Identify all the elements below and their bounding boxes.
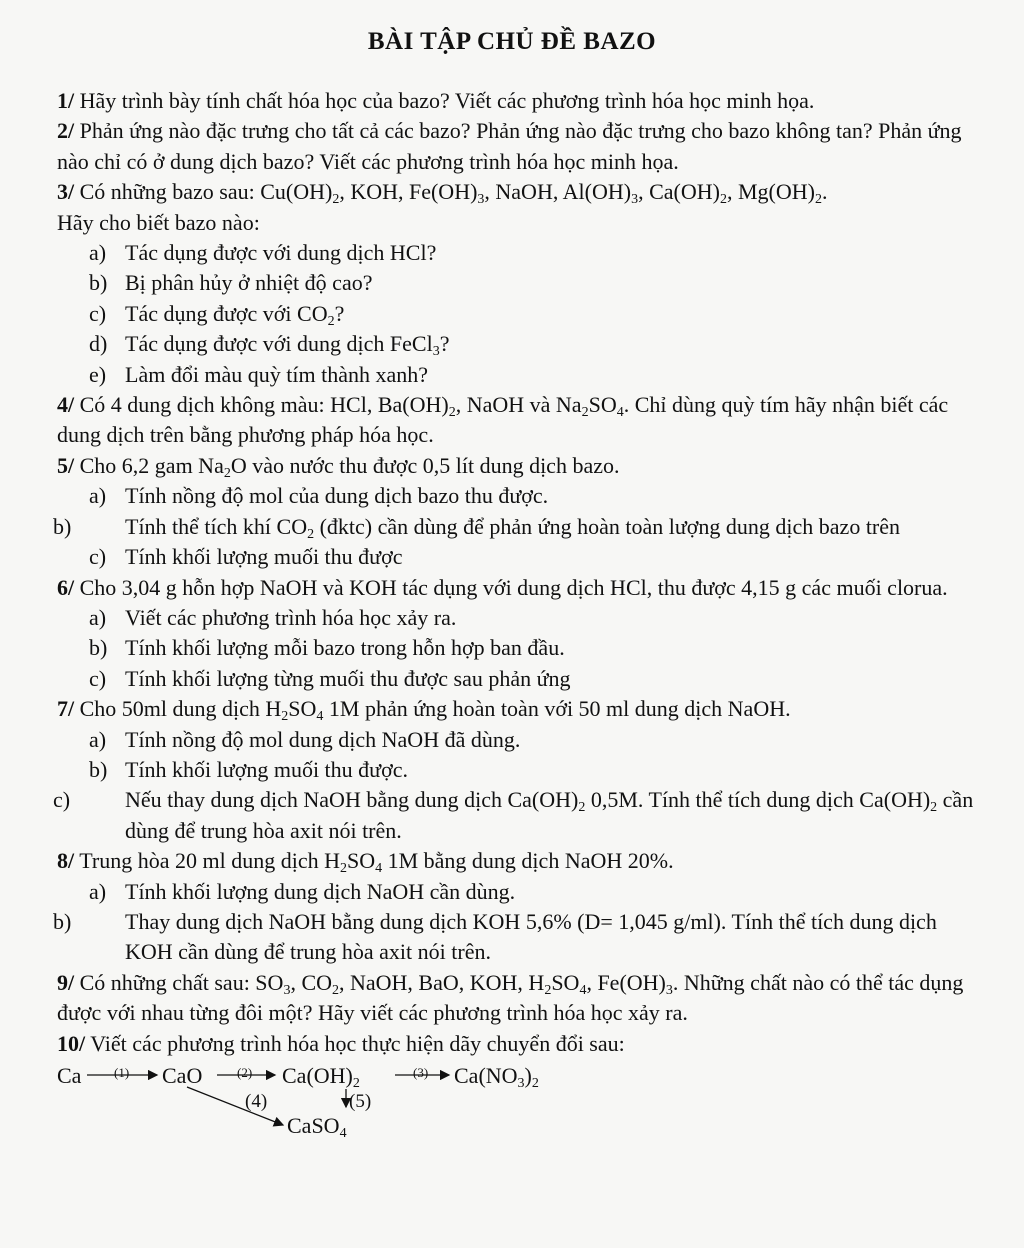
item-label: b) (53, 908, 72, 934)
question-number: 10/ (57, 1030, 86, 1056)
question-text: Có những bazo sau: (79, 179, 255, 205)
item-label: d) (89, 331, 108, 357)
subscript: 3 (631, 192, 639, 208)
formula: CaSO (287, 1113, 340, 1138)
sub-item-7a (57, 725, 987, 755)
subscript: 3 (665, 982, 673, 998)
question-6 (57, 573, 987, 603)
question-text: , Fe(OH) (586, 969, 666, 995)
subscript: 2 (352, 1076, 360, 1091)
formula: , NaOH, Al(OH) (484, 179, 632, 205)
item-text: Tính khối lượng muối thu được (125, 544, 403, 570)
item-label: b) (89, 756, 108, 782)
step-label-5: (5) (349, 1091, 372, 1112)
subscript: 2 (223, 465, 231, 481)
sub-item-8a (57, 877, 987, 907)
step-label-2: (2) (237, 1065, 253, 1080)
sub-item-7b (57, 755, 987, 785)
item-label: b) (89, 270, 108, 296)
subscript: 3 (432, 344, 440, 360)
question-3-line2: Hãy cho biết bazo nào: (57, 209, 260, 235)
formula: Cu(OH) (260, 179, 333, 205)
item-text: ? (439, 331, 450, 357)
subscript: 2 (930, 800, 938, 816)
species-ca: Ca (57, 1063, 82, 1088)
item-text: Tính nồng độ mol của dung dịch bazo thu được. (125, 483, 549, 509)
subscript: 4 (316, 709, 324, 725)
item-text: Tính khối lượng muối thu được. (125, 756, 408, 782)
question-text: SO (288, 696, 317, 722)
question-text: SO (588, 392, 617, 418)
item-text: Nếu thay dung dịch NaOH bằng dung dịch Ca(OH) (125, 787, 579, 813)
conversion-scheme (57, 1059, 987, 1139)
page-title: BÀI TẬP CHỦ ĐỀ BAZO (367, 28, 657, 55)
item-text: (đktc) cần dùng để phản ứng hoàn toàn lượng dung dịch bazo trên (314, 513, 901, 539)
item-text: ? (334, 300, 345, 326)
punctuation: . (821, 179, 828, 205)
question-text: Cho 50ml dung dịch H (79, 696, 282, 722)
formula: , Mg(OH) (726, 179, 815, 205)
species-caso4 (287, 1111, 347, 1141)
item-text: Tính khối lượng mỗi bazo trong hỗn hợp ban đầu. (125, 635, 565, 661)
subscript: 2 (531, 1076, 539, 1091)
subscript: 3 (283, 982, 291, 998)
item-text: Tác dụng được với dung dịch FeCl (125, 331, 433, 357)
subscript: 2 (332, 982, 339, 998)
question-text: 1M bằng dung dịch NaOH 20%. (382, 848, 674, 874)
item-text: Làm đổi màu quỳ tím thành xanh? (125, 361, 429, 387)
item-label: c) (89, 544, 107, 570)
step-label-1: (1) (114, 1065, 130, 1080)
species-cano32 (454, 1061, 539, 1091)
question-2 (57, 116, 987, 177)
sub-item-3b (57, 268, 987, 298)
item-text: Thay dung dịch NaOH bằng dung dịch KOH 5,6% (D= 1,045 g/ml). Tính thể tích dung dịch KOH cần dùng để trung hòa axit nói trên. (125, 908, 937, 965)
formula: Ca(NO (454, 1063, 518, 1088)
question-number: 8/ (57, 848, 75, 874)
item-text: cần dùng để trung hòa axit nói trên. (125, 787, 974, 843)
step-label-3: (3) (413, 1065, 429, 1080)
sub-item-8b (53, 907, 987, 968)
question-text: Trung hòa 20 ml dung dịch H (79, 848, 340, 874)
question-4 (57, 390, 987, 451)
subscript: 2 (814, 192, 822, 208)
item-text: 0,5M. Tính thể tích dung dịch Ca(OH) (585, 787, 931, 813)
sub-item-6b (57, 633, 987, 663)
question-text: , NaOH và Na (455, 392, 582, 418)
sub-item-3e (57, 360, 987, 390)
sub-item-5b (53, 512, 987, 542)
question-9 (57, 968, 987, 1029)
question-text: Cho 6,2 gam Na (79, 452, 224, 478)
item-text: Viết các phương trình hóa học xảy ra. (125, 604, 457, 630)
question-number: 5/ (57, 452, 75, 478)
subscript: 4 (616, 405, 624, 421)
question-text: Có những chất sau: SO (79, 969, 284, 995)
subscript: 2 (307, 526, 315, 542)
subscript: 2 (581, 405, 589, 421)
question-number: 6/ (57, 574, 75, 600)
question-8 (57, 846, 987, 876)
arrow-4 (187, 1087, 283, 1125)
formula: ) (524, 1063, 532, 1088)
sub-item-6a (57, 603, 987, 633)
question-5 (57, 451, 987, 481)
item-label: a) (89, 483, 107, 509)
question-text: Cho 3,04 g hỗn hợp NaOH và KOH tác dụng với dung dịch HCl, thu được 4,15 g các muối clorua. (79, 574, 948, 600)
subscript: 4 (579, 982, 587, 998)
subscript: 3 (517, 1076, 525, 1091)
subscript: 4 (375, 861, 383, 877)
subscript: 2 (448, 405, 456, 421)
item-label: e) (89, 361, 107, 387)
item-label: c) (53, 787, 71, 813)
sub-item-3a (57, 238, 987, 268)
species-cao: CaO (162, 1063, 203, 1088)
question-number: 3/ (57, 179, 75, 205)
item-label: b) (53, 513, 72, 539)
question-number: 1/ (57, 88, 75, 113)
item-text: Tính khối lượng dung dịch NaOH cần dùng. (125, 878, 516, 904)
sub-item-6c (57, 664, 987, 694)
sub-item-3c (57, 299, 987, 329)
question-text: Viết các phương trình hóa học thực hiện dãy chuyển đổi sau: (90, 1030, 625, 1056)
item-label: a) (89, 878, 107, 904)
item-label: a) (89, 726, 107, 752)
question-text: O vào nước thu được 0,5 lít dung dịch bazo. (230, 452, 620, 478)
formula: Ca(OH) (282, 1063, 353, 1088)
item-text: Tính nồng độ mol dung dịch NaOH đã dùng. (125, 726, 521, 752)
subscript: 2 (339, 861, 347, 877)
subscript: 2 (281, 709, 289, 725)
question-number: 9/ (57, 969, 75, 995)
item-label: b) (89, 635, 108, 661)
subscript: 2 (544, 982, 552, 998)
question-text: . Những chất nào có thể tác dụng được với nhau từng đôi một? Hãy viết các phương trình hóa học xảy ra. (57, 969, 964, 1026)
item-text: Tác dụng được với dung dịch HCl? (125, 240, 437, 266)
subscript: 2 (719, 192, 727, 208)
item-label: c) (89, 300, 107, 326)
question-text: 1M phản ứng hoàn toàn với 50 ml dung dịch NaOH. (323, 696, 791, 722)
item-label: a) (89, 604, 107, 630)
subscript: 3 (477, 192, 485, 208)
question-10 (57, 1029, 987, 1059)
question-text: . Chỉ dùng quỳ tím hãy nhận biết các dung dịch trên bằng phương pháp hóa học. (57, 392, 949, 448)
sub-item-3d (57, 329, 987, 359)
subscript: 2 (578, 800, 586, 816)
item-label: c) (89, 665, 107, 691)
subscript: 2 (332, 192, 340, 208)
exercise-list (53, 86, 987, 1141)
question-number: 4/ (57, 392, 75, 418)
item-text: Bị phân hủy ở nhiệt độ cao? (125, 270, 373, 296)
sub-item-5c (57, 542, 987, 572)
question-text: Có 4 dung dịch không màu: HCl, Ba(OH) (79, 392, 449, 418)
item-text: Tính thể tích khí CO (125, 513, 308, 539)
question-text: , CO (290, 969, 332, 995)
question-text: , NaOH, BaO, KOH, H (339, 969, 545, 995)
question-number: 2/ (57, 118, 75, 144)
formula: , KOH, Fe(OH) (339, 179, 478, 205)
formula: , Ca(OH) (638, 179, 720, 205)
question-text: Phản ứng nào đặc trưng cho tất cả các bazo? Phản ứng nào đặc trưng cho bazo không tan? Phản ứng nào chỉ có ở dung dịch bazo? Viết các phương trình hóa học minh họa. (57, 118, 962, 174)
question-1 (57, 86, 987, 116)
question-text: Hãy trình bày tính chất hóa học của bazo? Viết các phương trình hóa học minh họa. (79, 88, 815, 113)
sub-item-7c (53, 785, 987, 846)
subscript: 2 (327, 313, 335, 329)
item-label: a) (89, 240, 107, 266)
question-3 (57, 177, 987, 207)
question-7 (57, 694, 987, 724)
sub-item-5a (57, 481, 987, 511)
subscript: 4 (339, 1126, 347, 1141)
question-number: 7/ (57, 696, 75, 722)
step-label-4: (4) (245, 1091, 268, 1112)
question-text: SO (551, 969, 580, 995)
item-text: Tác dụng được với CO (125, 300, 328, 326)
question-text: SO (346, 848, 376, 874)
item-text: Tính khối lượng từng muối thu được sau phản ứng (125, 665, 571, 691)
